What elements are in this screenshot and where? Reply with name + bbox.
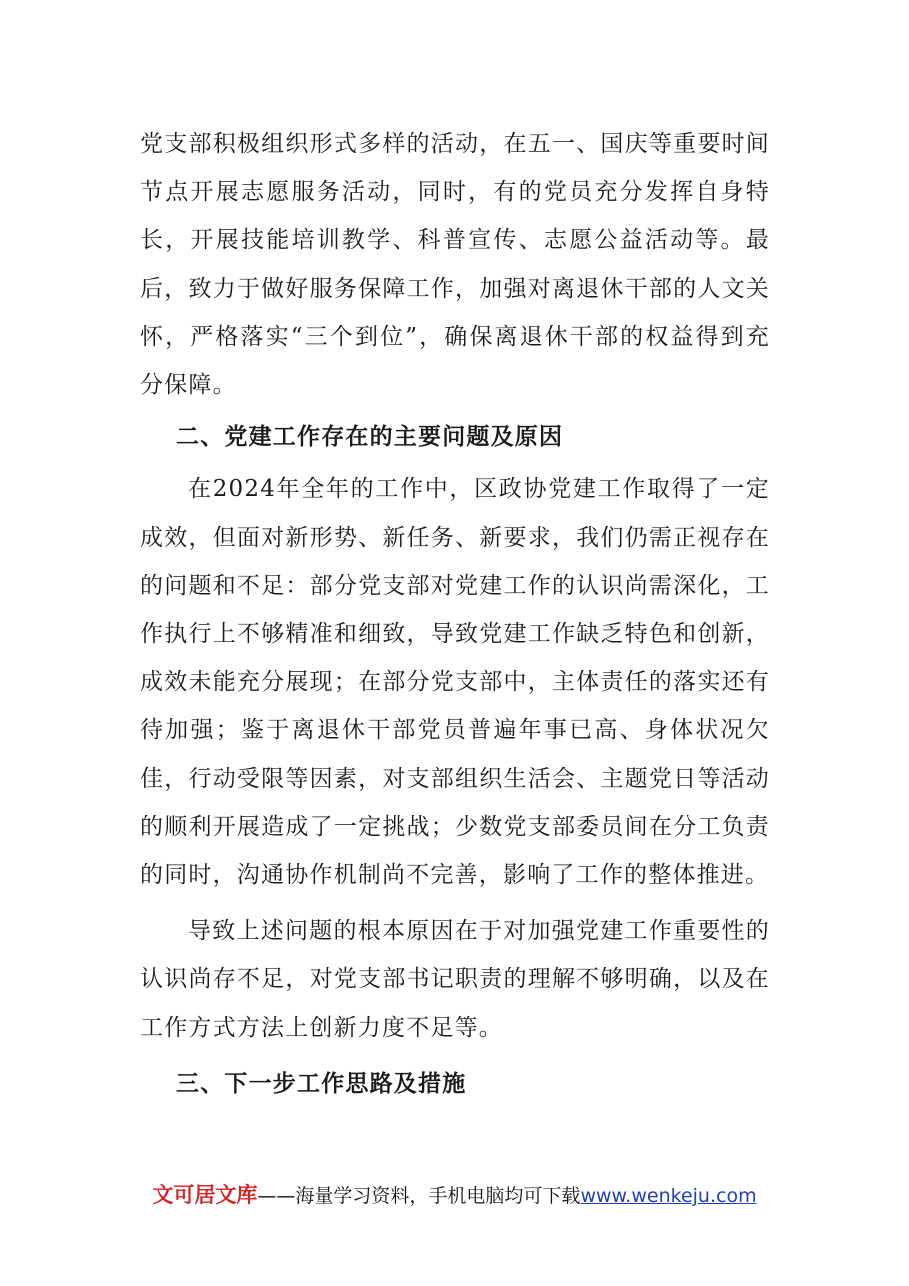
footer-tagline: ——海量学习资料，手机电脑均可下载 [257, 1185, 581, 1207]
paragraph-activities: 党支部积极组织形式多样的活动，在五一、国庆等重要时间节点开展志愿服务活动，同时，有的党员充分发挥自身特长，开展技能培训教学、科普宣传、志愿公益活动等。最后，致力于做好服务保障工作，加强对离退休干部的人文关怀，严格落实“三个到位”，确保离退休干部的权益得到充分保障。 [140, 131, 770, 399]
paragraph-root-causes: 导致上述问题的根本原因在于对加强党建工作重要性的认识尚存不足，对党支部书记职责的理解不够明确，以及在工作方式方法上创新力度不足等。 [140, 918, 770, 1041]
footer-website-link[interactable]: www.wenkeju.com [580, 1185, 757, 1207]
footer-brand: 文可居文库 [152, 1183, 258, 1207]
footer-banner [0, 1180, 909, 1211]
section-heading-problems: 二、党建工作存在的主要问题及原因 [176, 423, 564, 451]
paragraph-problems: 在2024年全年的工作中，区政协党建工作取得了一定成效，但面对新形势、新任务、新要求，我们仍需正视存在的问题和不足：部分党支部对党建工作的认识尚需深化，工作执行上不够精准和细致，导致党建工作缺乏特色和创新，成效未能充分展现；在部分党支部中，主体责任的落实还有待加强；鉴于离退休干部党员普遍年事已高、身体状况欠佳，行动受限等因素，对支部组织生活会、主题党日等活动的顺利开展造成了一定挑战；少数党支部委员间在分工负责的同时，沟通协作机制尚不完善，影响了工作的整体推进。 [140, 476, 770, 889]
document-body [140, 120, 770, 1108]
section-heading-next-steps: 三、下一步工作思路及措施 [176, 1069, 467, 1097]
